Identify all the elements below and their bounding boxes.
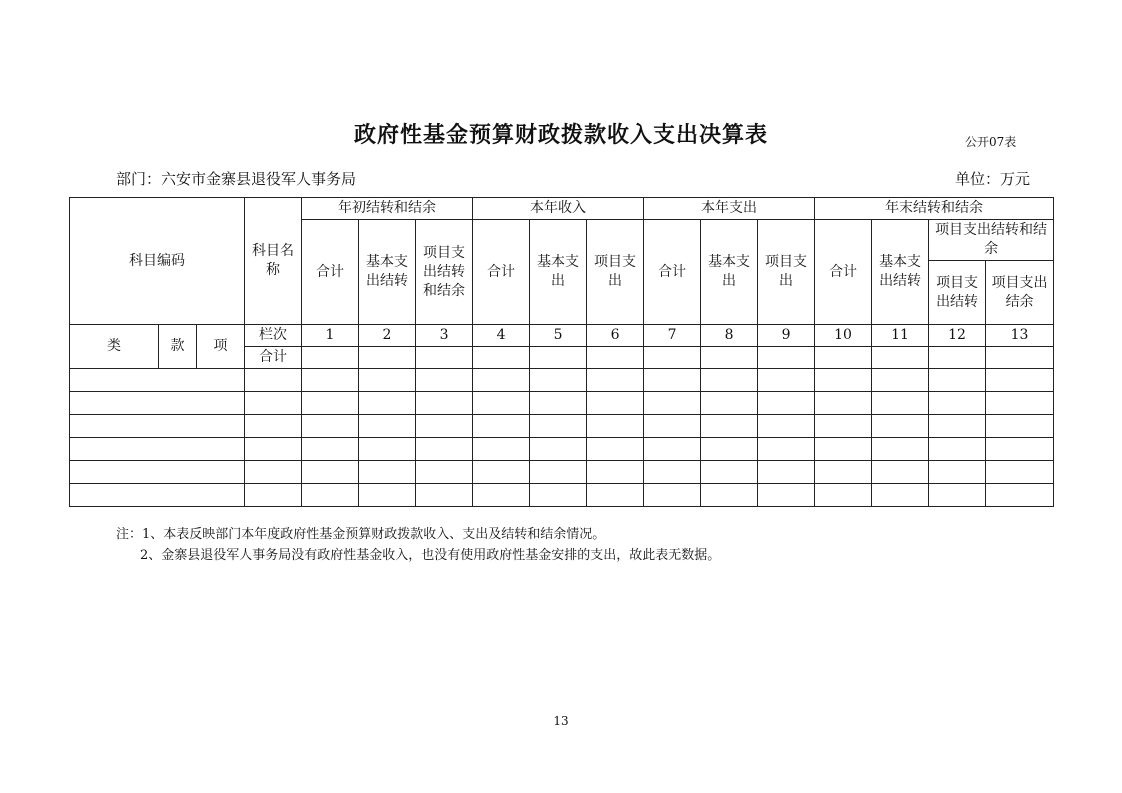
unit-label: 单位：万元 [955,170,1031,188]
header-income: 本年收入 [473,198,644,220]
header-end-balance: 年末结转和结余 [815,198,1054,220]
col-number: 5 [530,325,587,347]
total-row-label: 合计 [245,347,302,369]
note-1: 注：1、本表反映部门本年度政府性基金预算财政拨款收入、支出及结转和结余情况。 [116,527,606,542]
header-expense: 本年支出 [644,198,815,220]
header-section: 款 [159,325,197,369]
table-row [70,415,1054,438]
department-label: 部门：六安市金寨县退役军人事务局 [116,170,357,188]
header-income-total: 合计 [473,220,530,325]
header-end-basic-carry: 基本支出结转 [872,220,929,325]
header-project-balance: 项目支出结转和结余 [929,220,1054,261]
report-title: 政府性基金预算财政拨款收入支出决算表 [353,122,768,148]
col-number: 4 [473,325,530,347]
col-number: 7 [644,325,701,347]
table-row [70,461,1054,484]
header-expense-total: 合计 [644,220,701,325]
col-number: 6 [587,325,644,347]
table-row [70,484,1054,507]
col-number: 1 [302,325,359,347]
header-item: 项 [197,325,245,369]
header-begin-balance: 年初结转和结余 [302,198,473,220]
header-begin-basic-carry: 基本支出结转 [359,220,416,325]
notes [116,524,720,566]
header-expense-project: 项目支出 [758,220,815,325]
header-expense-basic: 基本支出 [701,220,758,325]
header-income-basic: 基本支出 [530,220,587,325]
col-number: 10 [815,325,872,347]
col-number: 2 [359,325,416,347]
col-number: 13 [986,325,1054,347]
header-subject-name: 科目名称 [245,198,302,325]
col-number: 3 [416,325,473,347]
header-project-surplus: 项目支出结余 [986,261,1054,325]
header-end-total: 合计 [815,220,872,325]
col-number: 12 [929,325,986,347]
fund-table [69,197,1054,507]
header-income-project: 项目支出 [587,220,644,325]
header-project-carry: 项目支出结转 [929,261,986,325]
col-number: 9 [758,325,815,347]
header-begin-project-carry-balance: 项目支出结转和结余 [416,220,473,325]
table-row [70,392,1054,415]
header-begin-total: 合计 [302,220,359,325]
form-number: 公开07表 [965,135,1017,149]
note-2: 2、金寨县退役军人事务局没有政府性基金收入，也没有使用政府性基金安排的支出，故此表无数据。 [140,548,721,563]
header-class: 类 [70,325,159,369]
header-subject-code: 科目编码 [70,198,245,325]
col-number: 11 [872,325,929,347]
col-number: 8 [701,325,758,347]
row-index-label: 栏次 [245,325,302,347]
page-number: 13 [553,714,569,728]
table-row [70,369,1054,392]
table-row [70,438,1054,461]
